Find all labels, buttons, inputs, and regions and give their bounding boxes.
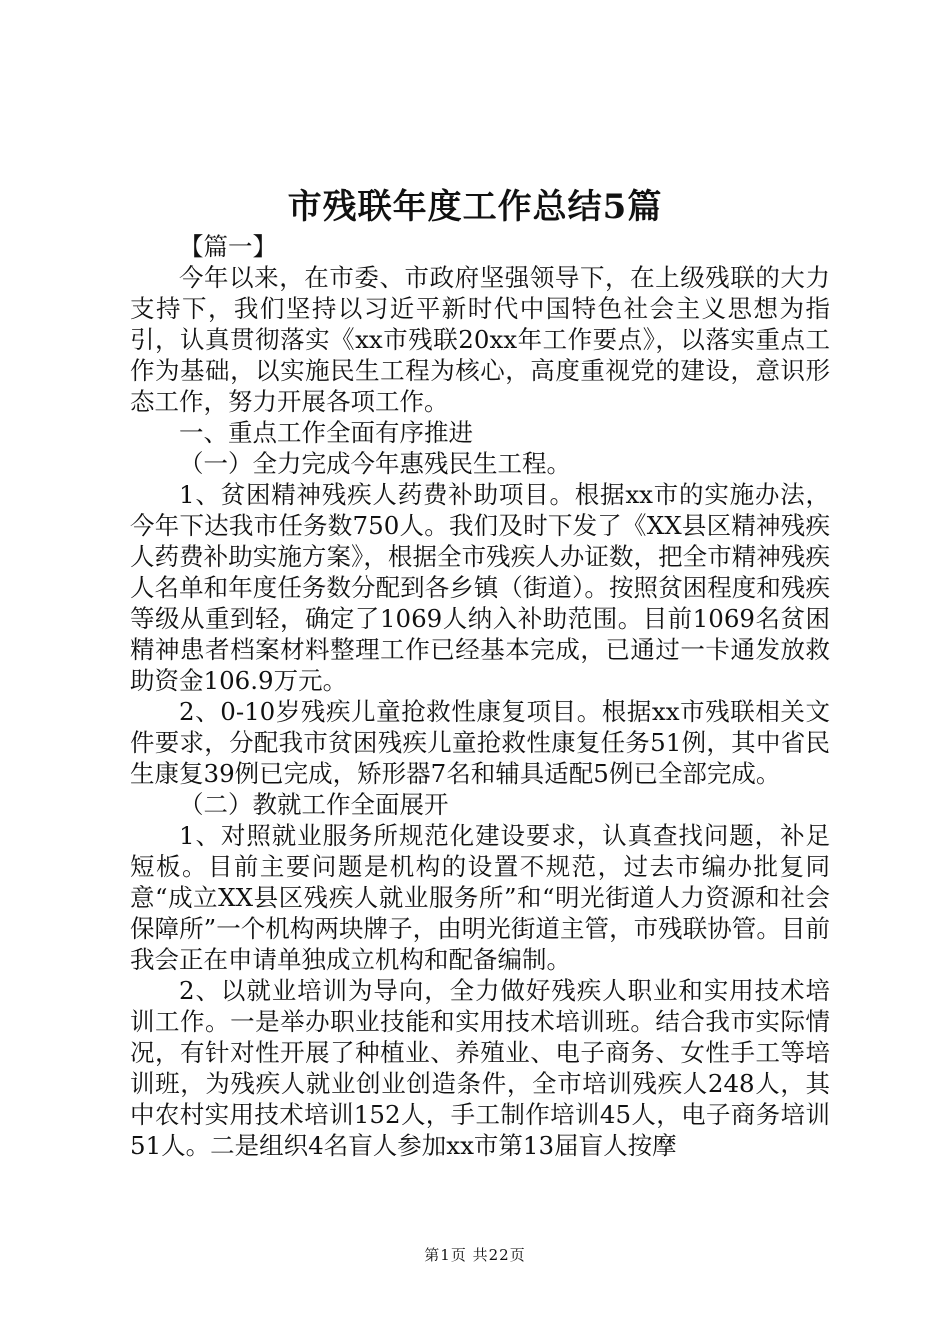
paragraph: 1、对照就业服务所规范化建设要求，认真查找问题，补足短板。目前主要问题是机构的设置不规范，过去市编办批复同意“成立XX县区残疾人就业服务所”和“明光街道人力资源和社会保障所”一个机构两块牌子，由明光街道主管，市残联协管。目前我会正在申请单独成立机构和配备编制。: [130, 821, 830, 974]
section-heading: 一、重点工作全面有序推进: [179, 418, 473, 447]
document-title: 市残联年度工作总结5篇: [287, 187, 663, 227]
subsection-heading: （二）教就工作全面展开: [179, 790, 449, 819]
document-body: [130, 231, 830, 1161]
paragraph: 2、以就业培训为导向，全力做好残疾人职业和实用技术培训工作。一是举办职业技能和实用技术培训班。结合我市实际情况，有针对性开展了种植业、养殖业、电子商务、女性手工等培训班，为残疾人就业创业创造条件，全市培训残疾人248人，其中农村实用技术培训152人，手工制作培训45人，电子商务培训51人。二是组织4名盲人参加xx市第13届盲人按摩: [130, 976, 830, 1160]
subsection-heading: （一）全力完成今年惠残民生工程。: [179, 449, 571, 478]
paragraph: 2、0-10岁残疾儿童抢救性康复项目。根据xx市残联相关文件要求，分配我市贫困残疾儿童抢救性康复任务51例，其中省民生康复39例已完成，矫形器7名和辅具适配5例已全部完成。: [130, 697, 830, 788]
section-label: 【篇一】: [179, 232, 277, 261]
paragraph: 1、贫困精神残疾人药费补助项目。根据xx市的实施办法，今年下达我市任务数750人。我们及时下发了《XX县区精神残疾人药费补助实施方案》，根据全市残疾人办证数，把全市精神残疾人名单和年度任务数分配到各乡镇（街道）。按照贫困程度和残疾等级从重到轻，确定了1069人纳入补助范围。目前1069名贫困精神患者档案材料整理工作已经基本完成，已通过一卡通发放救助资金106.9万元。: [130, 480, 830, 695]
page-footer: 第1页 共22页: [424, 1246, 526, 1264]
paragraph: 今年以来，在市委、市政府坚强领导下，在上级残联的大力支持下，我们坚持以习近平新时代中国特色社会主义思想为指引，认真贯彻落实《xx市残联20xx年工作要点》，以落实重点工作为基础，以实施民生工程为核心，高度重视党的建设，意识形态工作，努力开展各项工作。: [130, 263, 830, 416]
